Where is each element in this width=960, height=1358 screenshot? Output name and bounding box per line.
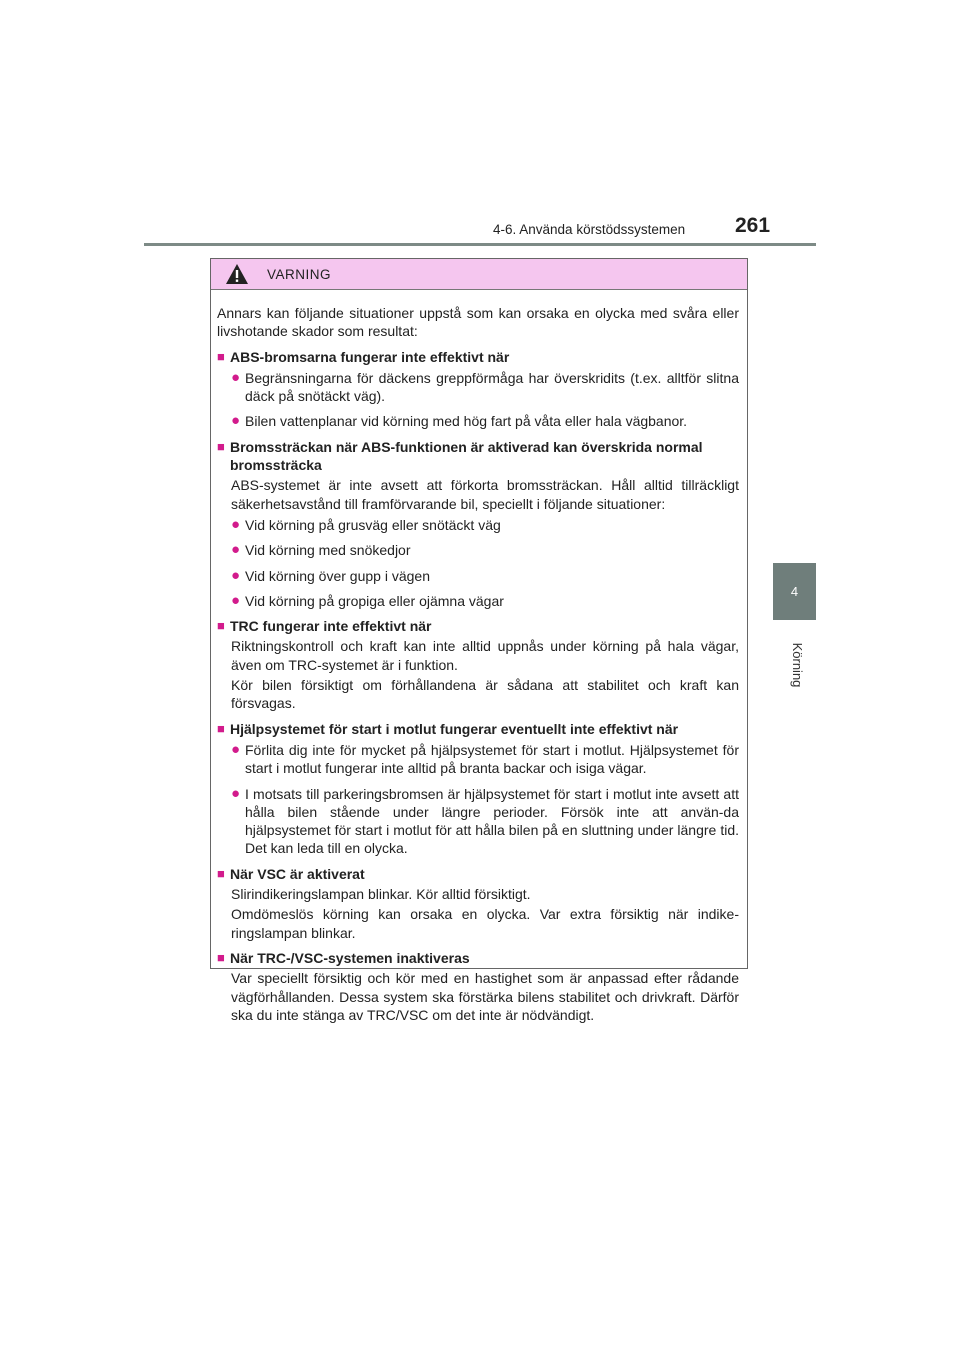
section-heading: TRC fungerar inte effektivt när xyxy=(230,618,432,635)
section-text: Omdömeslös körning kan orsaka en olycka. Var extra försiktig när indike-ringslampan blinkar. xyxy=(231,906,739,941)
list-item: ● I motsats till parkeringsbromsen är hjälpsystemet för start i motlut inte avsett att hålla bilen stående under längre perioder. Försök inte att använ-da hjälpsystemet för start i motlut för att hålla bilen på en sluttning under längre tid. Det kan leda till en olycka. xyxy=(231,784,739,857)
square-bullet-icon: ■ xyxy=(217,720,225,736)
warning-section xyxy=(217,949,739,1024)
list-item: ● Vid körning över gupp i vägen xyxy=(231,566,430,584)
section-text: Var speciellt försiktig och kör med en hastighet som är anpassad efter rådande vägförhållanden. Dessa system ska förstärka bilens stabilitet och drivkraft. Därför ska du inte stänga av TRC/VSC om det inte är nödvändigt. xyxy=(231,970,739,1023)
section-title: 4-6. Använda körstödssystemen xyxy=(493,222,686,237)
list-item: ● Vid körning med snökedjor xyxy=(231,541,411,559)
square-bullet-icon: ■ xyxy=(217,348,225,364)
round-bullet-icon: ● xyxy=(231,784,241,802)
list-item: ● Bilen vattenplanar vid körning med hög fart på våta eller hala vägbanor. xyxy=(231,412,688,430)
square-bullet-icon: ■ xyxy=(217,865,225,881)
section-heading: ABS-bromsarna fungerar inte effektivt när xyxy=(230,348,510,365)
list-item: ● Vid körning på grusväg eller snötäckt väg xyxy=(231,515,501,533)
list-item: ● Förlita dig inte för mycket på hjälpsystemet för start i motlut. Hjälpsystemet för start i motlut fungerar inte alltid på branta backar och isiga vägar. xyxy=(231,740,739,777)
section-text: Kör bilen försiktigt om förhållandena är sådana att stabilitet och kraft kan försvagas. xyxy=(231,677,739,712)
round-bullet-icon: ● xyxy=(231,412,241,430)
round-bullet-icon: ● xyxy=(231,566,241,584)
square-bullet-icon: ■ xyxy=(217,949,225,965)
warning-triangle-icon xyxy=(225,263,249,285)
chapter-number: 4 xyxy=(790,584,799,599)
round-bullet-icon: ● xyxy=(231,740,241,758)
section-heading: Bromssträckan när ABS-funktionen är aktiverad kan överskrida normal bromssträcka xyxy=(230,438,703,474)
round-bullet-icon: ● xyxy=(231,515,241,533)
warning-title: VARNING xyxy=(267,266,332,282)
square-bullet-icon: ■ xyxy=(217,618,225,634)
warning-section xyxy=(217,348,739,431)
warning-section xyxy=(217,617,739,712)
section-heading: När VSC är aktiverat xyxy=(230,865,365,882)
section-text: ABS-systemet är inte avsett att förkorta bromssträckan. Håll alltid tillräckligt säkerhetsavstånd till framförvarande bil, speciellt i följande situationer: xyxy=(231,477,739,512)
page-number: 261 xyxy=(735,214,771,237)
section-heading: När TRC-/VSC-systemen inaktiveras xyxy=(230,949,470,966)
round-bullet-icon: ● xyxy=(231,591,241,609)
square-bullet-icon: ■ xyxy=(217,438,225,454)
warning-box xyxy=(210,258,748,1023)
warning-section xyxy=(217,865,739,942)
warning-intro: Annars kan följande situationer uppstå som kan orsaka en olycka med svåra eller livshotande skador som resultat: xyxy=(217,305,739,340)
chapter-tab xyxy=(773,563,816,620)
header-rule xyxy=(144,243,816,246)
warning-header xyxy=(211,259,747,290)
chapter-label: Körning xyxy=(790,642,805,688)
warning-section xyxy=(217,720,739,858)
section-text: Riktningskontroll och kraft kan inte alltid uppnås under körning på hala vägar, även om TRC-systemet är i funktion. xyxy=(231,638,739,673)
round-bullet-icon: ● xyxy=(231,368,241,386)
round-bullet-icon: ● xyxy=(231,541,241,559)
list-item: ● Begränsningarna för däckens greppförmåga har överskridits (t.ex. alltför slitna däck på snötäckt väg). xyxy=(231,368,739,405)
section-heading: Hjälpsystemet för start i motlut fungerar eventuellt inte effektivt när xyxy=(230,720,679,737)
warning-body xyxy=(211,290,747,1024)
section-text: Slirindikeringslampan blinkar. Kör alltid försiktigt. xyxy=(231,886,531,903)
warning-section xyxy=(217,438,739,610)
list-item: ● Vid körning på gropiga eller ojämna vägar xyxy=(231,591,504,609)
